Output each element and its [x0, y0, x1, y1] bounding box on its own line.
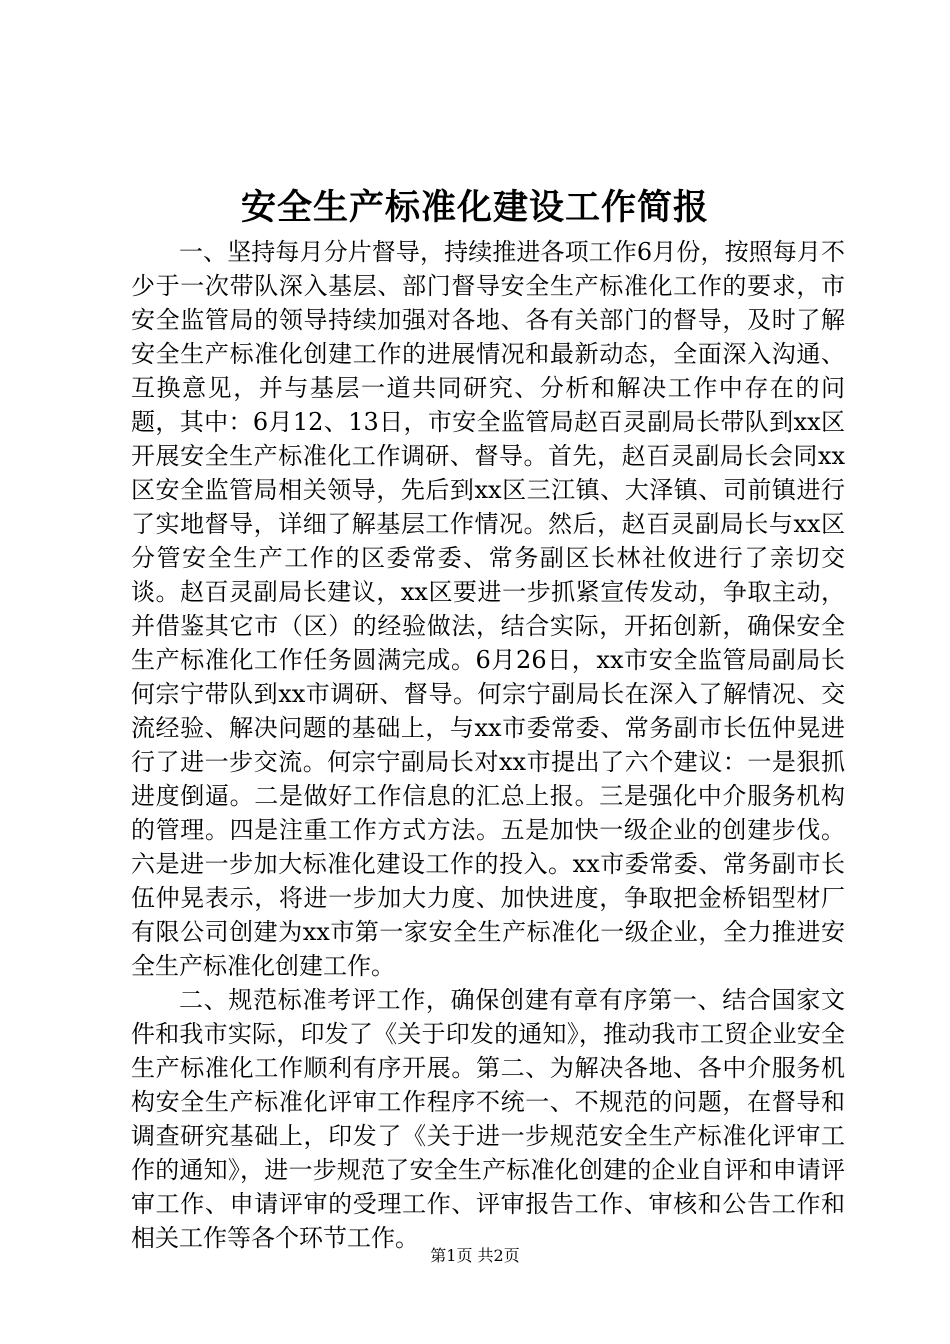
- document-body: [131, 235, 845, 1255]
- page-number-footer: 第1页 共2页: [430, 1246, 520, 1265]
- paragraph-2: 二、规范标准考评工作，确保创建有章有序第一、结合国家文件和我市实际，印发了《关于印发的通知》，推动我市工贸企业安全生产标准化工作顺利有序开展。第二、为解决各地、各中介服务机构安全生产标准化评审工作程序不统一、不规范的问题，在督导和调查研究基础上，印发了《关于进一步规范安全生产标准化评审工作的通知》，进一步规范了安全生产标准化创建的企业自评和申请评审工作、申请评审的受理工作、评审报告工作、审核和公告工作和相关工作等各个环节工作。: [131, 986, 845, 1252]
- document-title: 安全生产标准化建设工作简报: [240, 187, 709, 228]
- paragraph-1: 一、坚持每月分片督导，持续推进各项工作6月份，按照每月不少于一次带队深入基层、部门督导安全生产标准化工作的要求，市安全监管局的领导持续加强对各地、各有关部门的督导，及时了解安全生产标准化创建工作的进展情况和最新动态，全面深入沟通、互换意见，并与基层一道共同研究、分析和解决工作中存在的问题，其中：6月12、13日，市安全监管局赵百灵副局长带队到xx区开展安全生产标准化工作调研、督导。首先，赵百灵副局长会同xx区安全监管局相关领导，先后到xx区三江镇、大泽镇、司前镇进行了实地督导，详细了解基层工作情况。然后，赵百灵副局长与xx区分管安全生产工作的区委常委、常务副区长林社攸进行了亲切交谈。赵百灵副局长建议，xx区要进一步抓紧宣传发动，争取主动，并借鉴其它市（区）的经验做法，结合实际，开拓创新，确保安全生产标准化工作任务圆满完成。6月26日，xx市安全监管局副局长何宗宁带队到xx市调研、督导。何宗宁副局长在深入了解情况、交流经验、解决问题的基础上，与xx市委常委、常务副市长伍仲晃进行了进一步交流。何宗宁副局长对xx市提出了六个建议：一是狠抓进度倒逼。二是做好工作信息的汇总上报。三是强化中介服务机构的管理。四是注重工作方式方法。五是加快一级企业的创建步伐。六是进一步加大标准化建设工作的投入。xx市委常委、常务副市长伍仲晃表示，将进一步加大力度、加快进度，争取把金桥铝型材厂有限公司创建为xx市第一家安全生产标准化一级企业，全力推进安全生产标准化创建工作。: [131, 238, 845, 980]
